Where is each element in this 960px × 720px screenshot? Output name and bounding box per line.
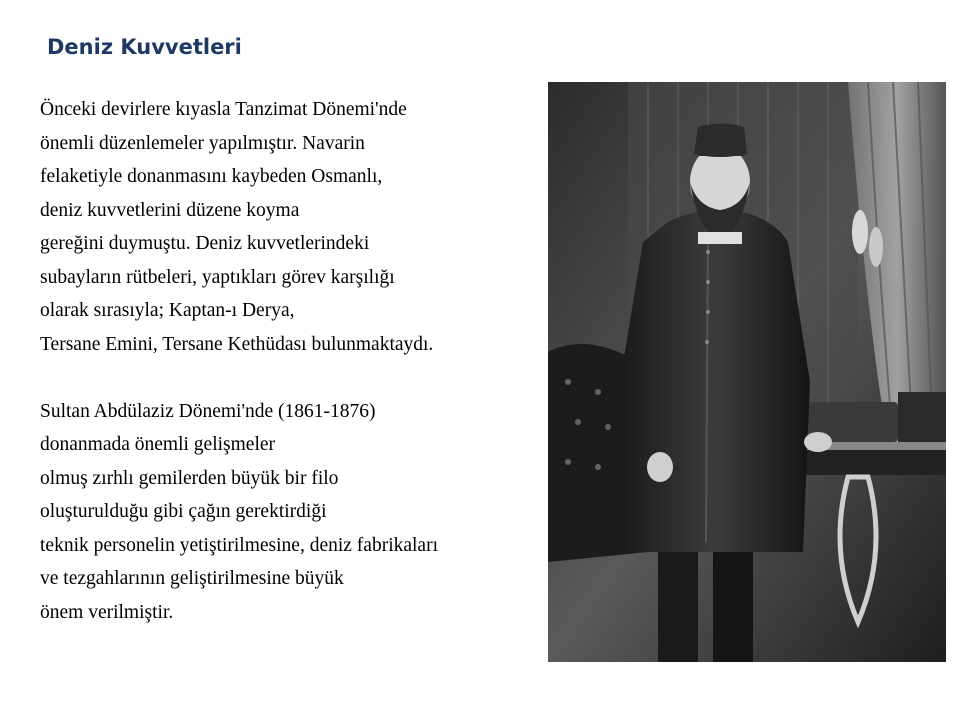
paragraph-gap (40, 361, 550, 395)
text-line: oluşturulduğu gibi çağın gerektirdiği (40, 501, 327, 522)
text-line: gereğini duymuştu. Deniz kuvvetlerindeki (40, 233, 370, 254)
text-line: önemli düzenlemeler yapılmıştır. Navarin (40, 132, 365, 154)
text-line: Tersane Emini, Tersane Kethüdası bulunmaktaydı. (40, 333, 434, 355)
text-line: deniz kuvvetlerini düzene koyma (40, 199, 300, 221)
text-line: önem verilmiştir. (40, 601, 174, 623)
page-title: Deniz Kuvvetleri (47, 35, 242, 59)
text-line: Önceki devirlere kıyasla Tanzimat Dönemi'nde (40, 99, 407, 120)
text-line: olarak sırasıyla; Kaptan-ı Derya, (40, 300, 295, 321)
text-line: Sultan Abdülaziz Dönemi'nde (1861-1876) (40, 400, 376, 422)
portrait-photo (548, 82, 946, 662)
text-line: olmuş zırhlı gemilerden büyük bir filo (40, 467, 339, 489)
paragraph-2 (40, 395, 550, 630)
text-line: ve tezgahlarının geliştirilmesine büyük (40, 568, 344, 589)
text-line: subayların rütbeleri, yaptıkları görev karşılığı (40, 266, 395, 288)
portrait-illustration (548, 82, 946, 662)
paragraph-1 (40, 93, 550, 361)
text-line: donanmada önemli gelişmeler (40, 434, 276, 455)
text-line: teknik personelin yetiştirilmesine, deniz fabrikaları (40, 534, 438, 556)
body-text (40, 93, 550, 629)
text-line: felaketiyle donanmasını kaybeden Osmanlı, (40, 166, 383, 187)
